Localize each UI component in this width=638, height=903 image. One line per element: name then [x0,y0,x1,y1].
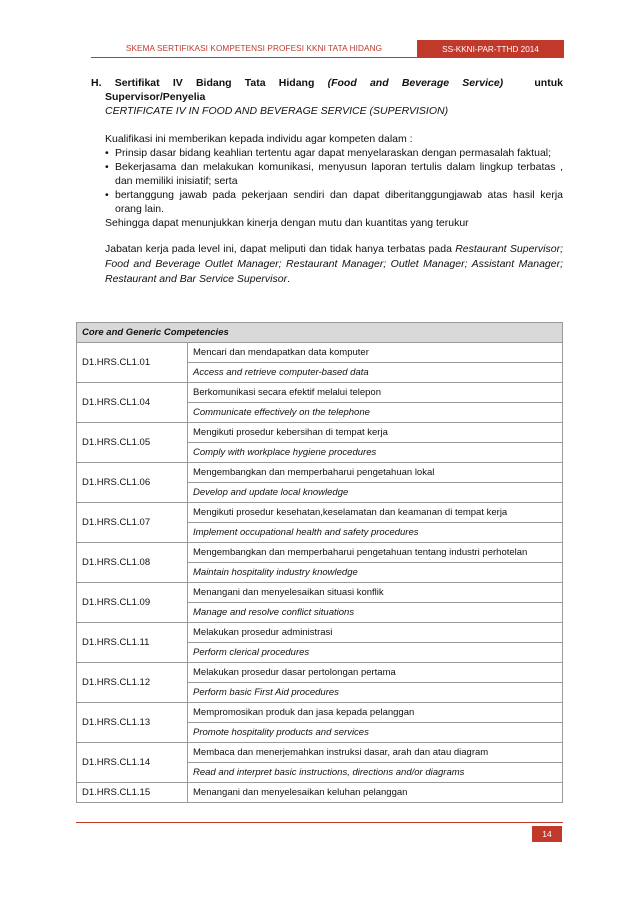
table-row [77,463,563,483]
table-row [77,623,563,643]
list-item: • bertanggung jawab pada pekerjaan sendiri dan dapat diberitanggungjawab atas hasil kerja orang lain. [105,189,563,215]
heading-word: and [369,77,389,89]
unit-title-id: Mengembangkan dan memperbaharui pengetahuan lokal [188,463,563,483]
qualification-conclusion: Sehingga dapat menunjukkan kinerja dengan mutu dan kuantitas yang terukur [105,217,469,229]
unit-code: D1.HRS.CL1.01 [77,343,188,383]
unit-code: D1.HRS.CL1.07 [77,503,188,543]
unit-title-en: Communicate effectively on the telephone [188,403,563,423]
unit-title-id: Menangani dan menyelesaikan situasi konflik [188,583,563,603]
unit-code: D1.HRS.CL1.15 [77,783,188,803]
bullet-icon: • [105,189,109,201]
heading-word: (Food [327,77,357,89]
unit-title-en: Implement occupational health and safety procedures [188,523,563,543]
table-row [77,583,563,603]
unit-code: D1.HRS.CL1.12 [77,663,188,703]
table-row [77,703,563,723]
unit-code: D1.HRS.CL1.14 [77,743,188,783]
unit-title-en: Perform clerical procedures [188,643,563,663]
unit-title-id: Mengembangkan dan memperbaharui pengetahuan tentang industri perhotelan [188,543,563,563]
page-number: 14 [532,826,562,842]
unit-title-id: Menangani dan menyelesaikan keluhan pelanggan [188,783,563,803]
unit-title-id: Mencari dan mendapatkan data komputer [188,343,563,363]
unit-code: D1.HRS.CL1.06 [77,463,188,503]
list-item: • Bekerjasama dan melakukan komunikasi, menyusun laporan tertulis dalam lingkup terbatas , dan memiliki inisiatif; serta [105,161,563,187]
unit-title-en: Read and interpret basic instructions, directions and/or diagrams [188,763,563,783]
heading-word: Bidang [195,77,232,89]
competency-table [76,322,563,803]
table-row [77,663,563,683]
table-row [77,543,563,563]
unit-code: D1.HRS.CL1.13 [77,703,188,743]
unit-title-en: Comply with workplace hygiene procedures [188,443,563,463]
unit-title-en: Promote hospitality products and services [188,723,563,743]
unit-code: D1.HRS.CL1.04 [77,383,188,423]
section-letter: H. [91,77,102,89]
table-title-row [77,323,563,343]
document-body [91,76,563,287]
unit-title-en: Maintain hospitality industry knowledge [188,563,563,583]
table-row [77,743,563,763]
unit-title-en: Manage and resolve conflict situations [188,603,563,623]
qualification-intro: Kualifikasi ini memberikan kepada individu agar kompeten dalam : [105,133,413,145]
unit-title-id: Mengikuti prosedur kesehatan,keselamatan dan keamanan di tempat kerja [188,503,563,523]
heading-word: Beverage [401,77,450,89]
unit-title-id: Melakukan prosedur dasar pertolongan pertama [188,663,563,683]
scheme-code: SS-KKNI-PAR-TTHD 2014 [417,40,564,58]
table-row [77,383,563,403]
english-title: CERTIFICATE IV IN FOOD AND BEVERAGE SERVICE (SUPERVISION) [105,105,449,117]
unit-title-id: Mempromosikan produk dan jasa kepada pelanggan [188,703,563,723]
qualification-list [91,146,563,216]
unit-title-en: Access and retrieve computer-based data [188,363,563,383]
unit-title-en: Perform basic First Aid procedures [188,683,563,703]
heading-word: Sertifikat [114,77,160,89]
heading-word: Service) [462,77,504,89]
unit-title-id: Membaca dan menerjemahkan instruksi dasar, arah dan atau diagram [188,743,563,763]
unit-code: D1.HRS.CL1.08 [77,543,188,583]
table-row [77,423,563,443]
heading-word: untuk [534,77,563,89]
unit-code: D1.HRS.CL1.05 [77,423,188,463]
table-row [77,503,563,523]
unit-title-id: Berkomunikasi secara efektif melalui telepon [188,383,563,403]
table-row [77,343,563,363]
unit-code: D1.HRS.CL1.09 [77,583,188,623]
heading-word: Tata [244,77,266,89]
table-row [77,783,563,803]
unit-title-id: Melakukan prosedur administrasi [188,623,563,643]
footer-divider [76,822,563,823]
section-heading [91,76,563,90]
heading-word: Hidang [278,77,315,89]
bullet-icon: • [105,147,109,159]
bullet-icon: • [105,161,109,173]
heading-line2: Supervisor/Penyelia [105,91,206,103]
page-header [91,40,564,58]
table-title: Core and Generic Competencies [77,323,563,343]
unit-title-id: Mengikuti prosedur kebersihan di tempat kerja [188,423,563,443]
unit-code: D1.HRS.CL1.11 [77,623,188,663]
heading-word: IV [172,77,183,89]
unit-title-en: Develop and update local knowledge [188,483,563,503]
job-titles-paragraph: Jabatan kerja pada level ini, dapat meliputi dan tidak hanya terbatas pada Restaurant Supervisor; Food and Beverage Outlet Manager; Restaurant Manager; Outlet Manager; Assistant Manager; Restaurant and Bar Service Supervisor. [105,243,563,285]
list-item: • Prinsip dasar bidang keahlian tertentu agar dapat menyelaraskan dengan permasalah faktual; [105,147,552,159]
scheme-title: SKEMA SERTIFIKASI KOMPETENSI PROFESI KKNI TATA HIDANG [91,40,417,58]
